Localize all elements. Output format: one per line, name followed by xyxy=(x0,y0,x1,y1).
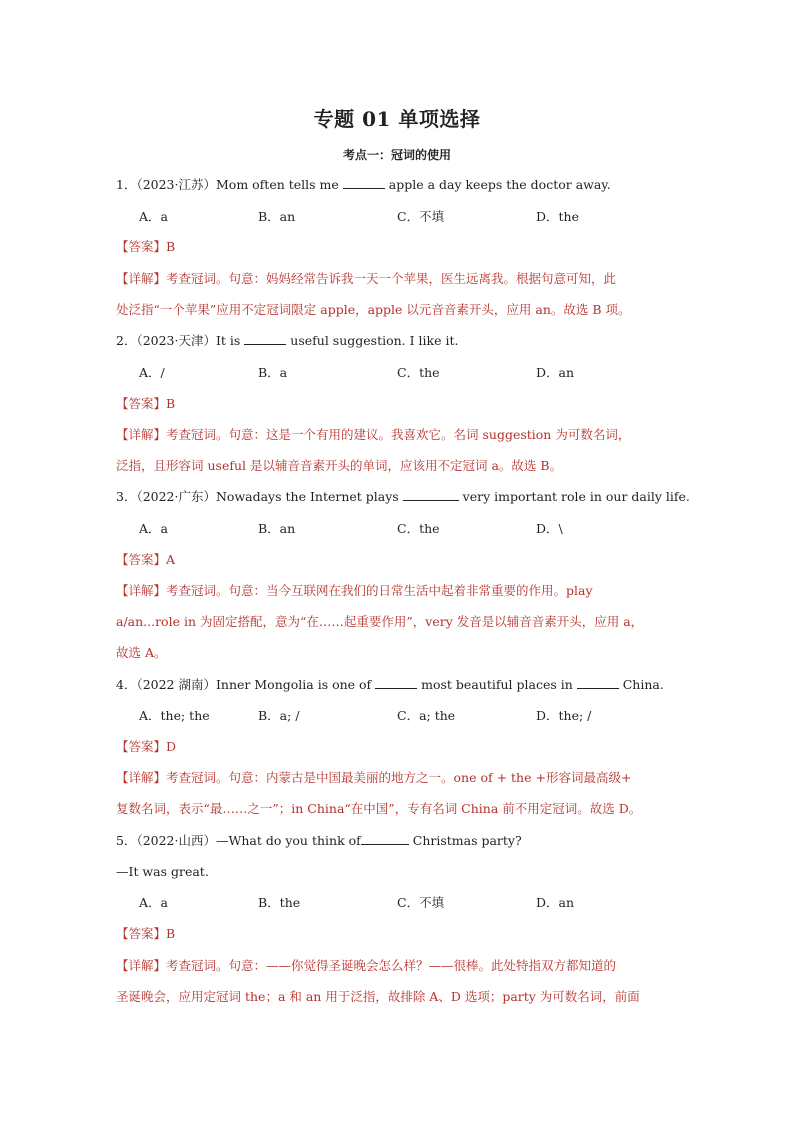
option-a: A．a xyxy=(139,209,168,224)
question-2-stem: 2．（2023·天津）It is useful suggestion. I like it. xyxy=(116,333,459,348)
explanation-line: 【详解】考查冠词。句意：——你觉得圣诞晚会怎么样？——很棒。此处特指双方都知道的 xyxy=(116,958,617,973)
answer-blank xyxy=(361,832,409,845)
explanation-line: 泛指，且形容词 useful 是以辅音音素开头的单词，应该用不定冠词 a。故选 B。 xyxy=(116,458,563,473)
option-c: C．the xyxy=(397,365,440,380)
option-d: D．an xyxy=(536,365,575,380)
answer-blank xyxy=(244,332,286,345)
option-c: C．a; the xyxy=(397,708,456,723)
option-b: B．the xyxy=(258,895,301,910)
option-b: B．a; / xyxy=(258,708,300,723)
option-c: C．不填 xyxy=(397,209,445,224)
option-d: D．an xyxy=(536,895,575,910)
option-d: D．\ xyxy=(536,521,563,536)
question-5-stem: 5．（2022·山西）—What do you think of Christmas party? xyxy=(116,833,522,848)
question-5-reply: —It was great. xyxy=(116,864,209,879)
answer-label: 【答案】B xyxy=(116,396,176,411)
explanation-line: 故选 A。 xyxy=(116,645,167,660)
explanation-line: 复数名词，表示“最……之一”；in China“在中国”，专有名词 China 前不用定冠词。故选 D。 xyxy=(116,801,642,816)
option-a: A．a xyxy=(139,521,168,536)
option-b: B．a xyxy=(258,365,288,380)
answer-blank xyxy=(403,488,459,501)
explanation-line: 圣诞晚会，应用定冠词 the；a 和 an 用于泛指，故排除 A、D 选项；party 为可数名词，前面 xyxy=(116,989,640,1004)
option-c: C．不填 xyxy=(397,895,445,910)
option-d: D．the xyxy=(536,209,579,224)
answer-label: 【答案】D xyxy=(116,739,177,754)
answer-blank xyxy=(343,176,385,189)
explanation-line: 处泛指“一个苹果”应用不定冠词限定 apple，apple 以元音音素开头，应用 an。故选 B 项。 xyxy=(116,302,631,317)
option-c: C．the xyxy=(397,521,440,536)
option-a: A．the; the xyxy=(139,708,210,723)
explanation-line: 【详解】考查冠词。句意：内蒙古是中国最美丽的地方之一。one of + the +形容词最高级+ xyxy=(116,770,632,785)
question-4-stem: 4．（2022 湖南）Inner Mongolia is one of most beautiful places in China. xyxy=(116,677,664,692)
option-b: B．an xyxy=(258,521,296,536)
question-1-stem: 1．（2023·江苏）Mom often tells me apple a day keeps the doctor away. xyxy=(116,177,611,192)
question-3-stem: 3．（2022·广东）Nowadays the Internet plays very important role in our daily life. xyxy=(116,489,690,504)
option-a: A．/ xyxy=(139,365,165,380)
explanation-line: 【详解】考查冠词。句意：这是一个有用的建议。我喜欢它。名词 suggestion 为可数名词， xyxy=(116,427,631,442)
option-d: D．the; / xyxy=(536,708,592,723)
answer-label: 【答案】A xyxy=(116,552,176,567)
answer-blank xyxy=(577,676,619,689)
answer-label: 【答案】B xyxy=(116,926,176,941)
answer-blank xyxy=(375,676,417,689)
explanation-line: a/an...role in 为固定搭配，意为“在……起重要作用”，very 发音是以辅音音素开头，应用 a， xyxy=(116,614,644,629)
section-subtitle: 考点一：冠词的使用 xyxy=(342,148,451,162)
option-a: A．a xyxy=(139,895,168,910)
answer-label: 【答案】B xyxy=(116,239,176,254)
option-b: B．an xyxy=(258,209,296,224)
explanation-line: 【详解】考查冠词。句意：当今互联网在我们的日常生活中起着非常重要的作用。play xyxy=(116,583,593,598)
page-title: 专题 01 单项选择 xyxy=(313,107,481,131)
explanation-line: 【详解】考查冠词。句意：妈妈经常告诉我一天一个苹果，医生远离我。根据句意可知，此 xyxy=(116,271,617,286)
